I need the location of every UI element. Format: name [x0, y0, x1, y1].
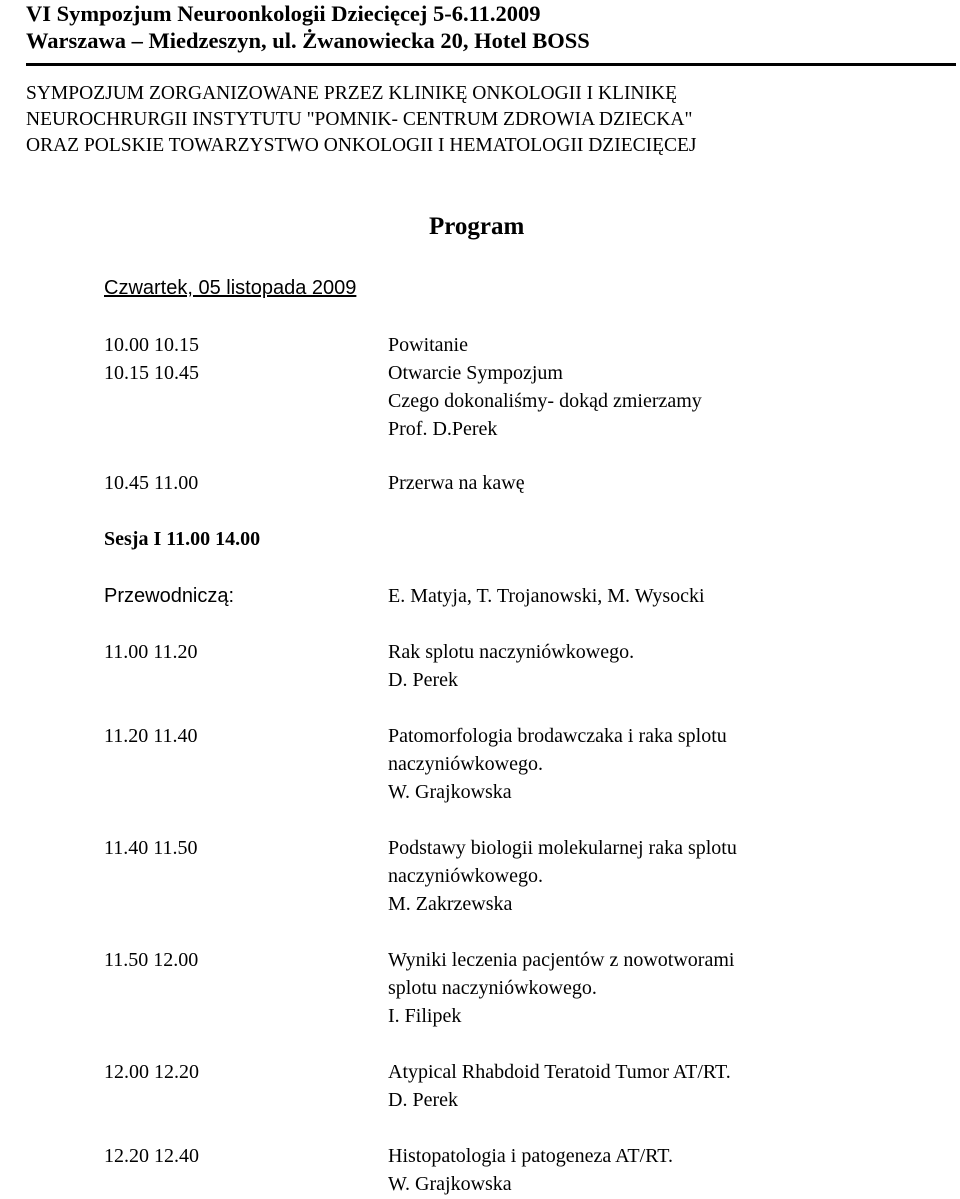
organizers-line: ORAZ POLSKIE TOWARZYSTWO ONKOLOGII I HEMATOLOGII DZIECIĘCEJ	[26, 135, 697, 156]
agenda-content	[388, 638, 934, 694]
agenda-content	[388, 331, 934, 359]
opening-list	[104, 331, 934, 497]
talk-item	[104, 1058, 934, 1114]
opening-item	[104, 331, 934, 359]
agenda-line: Rak splotu naczyniówkowego.	[388, 641, 635, 663]
agenda-line: Patomorfologia brodawczaka i raka splotu	[388, 725, 727, 747]
symposium-title: VI Sympozjum Neuroonkologii Dziecięcej 5-6.11.2009	[26, 1, 541, 26]
speaker-or-detail: W. Grajkowska	[388, 781, 512, 803]
chairs-label: Przewodniczą:	[104, 585, 235, 607]
symposium-venue: Warszawa – Miedzeszyn, ul. Żwanowiecka 20, Hotel BOSS	[26, 28, 590, 53]
session-title: Sesja I 11.00 14.00	[104, 528, 261, 550]
talk-item	[104, 1142, 934, 1198]
agenda-content	[388, 834, 934, 918]
agenda-time: 11.50 12.00	[104, 949, 199, 971]
agenda-time: 10.45 11.00	[104, 472, 199, 494]
agenda-content	[388, 1058, 934, 1114]
agenda-line: naczyniówkowego.	[388, 865, 543, 887]
agenda-line: Wyniki leczenia pacjentów z nowotworami	[388, 949, 735, 971]
agenda-content	[388, 1142, 934, 1198]
header-divider	[26, 63, 956, 66]
agenda-line: Atypical Rhabdoid Teratoid Tumor AT/RT.	[388, 1061, 731, 1083]
talks-list	[104, 638, 934, 1198]
agenda-line: Przerwa na kawę	[388, 472, 525, 494]
chairs-names: E. Matyja, T. Trojanowski, M. Wysocki	[388, 585, 705, 607]
agenda-time: 12.20 12.40	[104, 1145, 199, 1167]
organizers	[26, 81, 956, 159]
talk-item	[104, 638, 934, 694]
talk-item	[104, 834, 934, 918]
agenda-line: Otwarcie Sympozjum	[388, 362, 563, 384]
agenda-content	[388, 469, 934, 497]
speaker-or-detail: W. Grajkowska	[388, 1173, 512, 1195]
opening-item	[104, 359, 934, 443]
agenda-time: 11.40 11.50	[104, 837, 198, 859]
day-heading: Czwartek, 05 listopada 2009	[104, 277, 357, 299]
agenda-time: 11.00 11.20	[104, 641, 198, 663]
organizers-line: NEUROCHRURGII INSTYTUTU "POMNIK- CENTRUM ZDROWIA DZIECKA"	[26, 109, 693, 130]
talk-item	[104, 722, 934, 806]
agenda-time: 10.00 10.15	[104, 334, 199, 356]
agenda-content	[388, 946, 934, 1030]
session-chairs-row	[104, 582, 934, 610]
agenda-line: Czego dokonaliśmy- dokąd zmierzamy	[388, 390, 702, 412]
talk-item	[104, 946, 934, 1030]
speaker-or-detail: D. Perek	[388, 669, 458, 691]
agenda-time: 11.20 11.40	[104, 725, 198, 747]
agenda-content	[388, 359, 934, 443]
agenda-line: Powitanie	[388, 334, 468, 356]
agenda-line: Prof. D.Perek	[388, 418, 498, 440]
agenda-time: 10.15 10.45	[104, 362, 199, 384]
speaker-or-detail: D. Perek	[388, 1089, 458, 1111]
agenda-line: naczyniówkowego.	[388, 753, 543, 775]
speaker-or-detail: M. Zakrzewska	[388, 893, 513, 915]
opening-item	[104, 469, 934, 497]
speaker-or-detail: I. Filipek	[388, 1005, 462, 1027]
agenda-line: Histopatologia i patogeneza AT/RT.	[388, 1145, 674, 1167]
program-heading: Program	[429, 213, 525, 240]
agenda-line: splotu naczyniówkowego.	[388, 977, 597, 999]
agenda-content	[388, 722, 934, 806]
agenda-time: 12.00 12.20	[104, 1061, 199, 1083]
document-header	[26, 0, 956, 159]
organizers-line: SYMPOZJUM ZORGANIZOWANE PRZEZ KLINIKĘ ONKOLOGII I KLINIKĘ	[26, 83, 678, 104]
agenda-line: Podstawy biologii molekularnej raka splotu	[388, 837, 737, 859]
agenda	[104, 331, 934, 1198]
